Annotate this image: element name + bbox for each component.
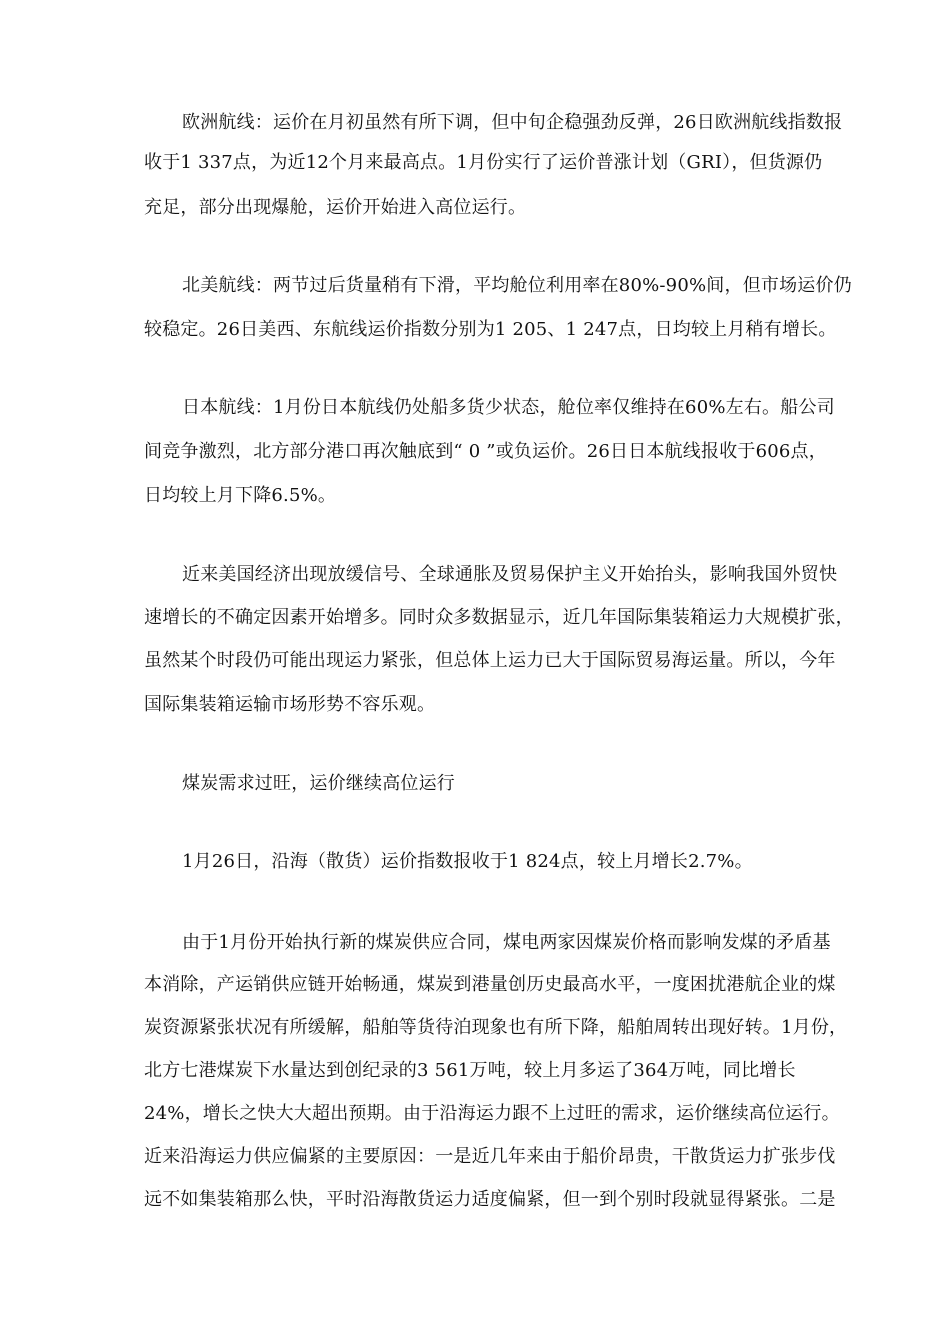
text-line: 由于1月份开始执行新的煤炭供应合同，煤电两家因煤炭价格而影响发煤的矛盾基 (182, 932, 831, 953)
text-line: 虽然某个时段仍可能出现运力紧张，但总体上运力已大于国际贸易海运量。所以，今年 (144, 650, 836, 671)
text-line: 国际集装箱运输市场形势不容乐观。 (144, 694, 436, 715)
text-line: 间竞争激烈，北方部分港口再次触底到“ 0 ”或负运价。26日日本航线报收于606点， (144, 441, 827, 462)
text-line: 日本航线：1月份日本航线仍处船多货少状态，舱位率仅维持在60%左右。船公司 (182, 397, 835, 418)
text-line: 24%，增长之快大大超出预期。由于沿海运力跟不上过旺的需求，运价继续高位运行。 (144, 1103, 840, 1124)
text-line: 速增长的不确定因素开始增多。同时众多数据显示，近几年国际集装箱运力大规模扩张， (144, 607, 854, 628)
text-line: 欧洲航线：运价在月初虽然有所下调，但中旬企稳强劲反弹，26日欧洲航线指数报 (182, 112, 843, 133)
text-line: 远不如集装箱那么快，平时沿海散货运力适度偏紧，但一到个别时段就显得紧张。二是 (144, 1189, 836, 1210)
text-line: 北美航线：两节过后货量稍有下滑，平均舱位利用率在80%-90%间，但市场运价仍 (182, 275, 852, 296)
text-line: 近来美国经济出现放缓信号、全球通胀及贸易保护主义开始抬头，影响我国外贸快 (182, 564, 838, 585)
text-line: 充足，部分出现爆舱，运价开始进入高位运行。 (144, 197, 527, 218)
text-line: 1月26日，沿海（散货）运价指数报收于1 824点，较上月增长2.7%。 (182, 851, 753, 872)
text-line: 炭资源紧张状况有所缓解，船舶等货待泊现象也有所下降，船舶周转出现好转。1月份， (144, 1017, 848, 1038)
section-heading: 煤炭需求过旺，运价继续高位运行 (182, 773, 455, 794)
text-line: 本消除，产运销供应链开始畅通，煤炭到港量创历史最高水平，一度困扰港航企业的煤 (144, 974, 836, 995)
text-line: 较稳定。26日美西、东航线运价指数分别为1 205、1 247点，日均较上月稍有增长。 (144, 319, 837, 340)
text-line: 近来沿海运力供应偏紧的主要原因：一是近几年来由于船价昂贵，干散货运力扩张步伐 (144, 1146, 836, 1167)
text-line: 日均较上月下降6.5%。 (144, 485, 337, 506)
text-line: 北方七港煤炭下水量达到创纪录的3 561万吨，较上月多运了364万吨，同比增长 (144, 1060, 796, 1081)
text-line: 收于1 337点，为近12个月来最高点。1月份实行了运价普涨计划（GRI），但货源仍 (144, 152, 823, 173)
